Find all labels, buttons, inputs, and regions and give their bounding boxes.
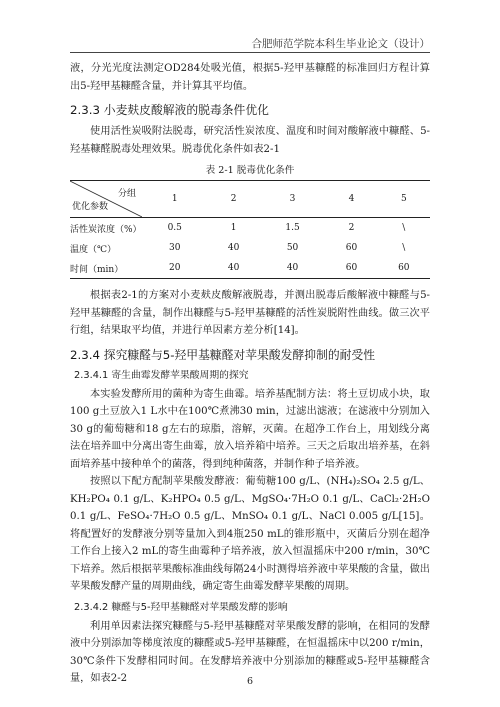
table-cell: 1 — [230, 223, 237, 233]
table-cell: 50 — [286, 243, 299, 253]
table-cell: 20 — [142, 258, 207, 279]
section-2-3-3-paragraph: 使用活性炭吸附法脱毒，研究活性炭浓度、温度和时间对酸解液中糠醛、5-羟基糠醛脱毒处理效果。脱毒优化条件如表2-1 — [70, 126, 430, 155]
subsection-heading-2-3-4-2: 2.3.4.2 糠醛与5-羟甲基糠醛对苹果酸发酵的影响 — [74, 601, 288, 613]
table-cell: 30 — [169, 243, 181, 253]
column-header: 1 — [142, 181, 207, 218]
table-cell: 60 — [378, 258, 430, 279]
intro-paragraph: 液，分光光度法测定OD284处吸光值，根据5-羟甲基糠醛的标准回归方程计算出5-羟甲基糠醛含量，并计算其平均值。 — [70, 63, 430, 92]
table-corner-cell — [70, 181, 142, 218]
page-number: 6 — [246, 676, 254, 687]
header-rule — [70, 52, 430, 53]
paragraph-after-table: 根据表2-1的方案对小麦麸皮酸解液脱毒，并测出脱毒后酸解液中糠醛与5-羟甲基糠醛的含量，制作出糠醛与5-羟甲基糠醛的活性炭脱附性曲线。做三次平行组，结果取平均值，并进行单因素方差分析[14]。 — [70, 290, 430, 336]
table-row — [70, 238, 430, 258]
detox-conditions-table — [70, 180, 430, 279]
corner-label-group: 分组 — [117, 189, 136, 199]
table-cell: 60 — [325, 258, 377, 279]
section-heading-2-3-4: 2.3.4 探究糠醛与5-羟甲基糠醛对苹果酸发酵抑制的耐受性 — [70, 347, 376, 362]
column-header: 3 — [260, 181, 325, 218]
column-header: 4 — [325, 181, 377, 218]
table-row — [70, 258, 430, 279]
subsection-heading-2-3-4-1: 2.3.4.1 寄生曲霉发酵苹果酸周期的探究 — [74, 369, 249, 381]
row-label: 温度（℃） — [70, 244, 117, 255]
table-cell: 0.5 — [167, 223, 182, 233]
corner-label-parameter: 优化参数 — [72, 202, 109, 212]
table-cell: \ — [402, 243, 406, 253]
subsection-2-3-4-2-paragraph: 利用单因素法探究糠醛与5-羟甲基糠醛对苹果酸发酵的影响，在相同的发酵液中分别添加等梯度浓度的糠醛或5-羟甲基糠醛，在恒温摇床中以200 r/min，30℃条件下发酵相同时间。在发酵培养液中分别添加的糠醛或5-羟甲基糠醛含量，如表2-2 — [70, 620, 430, 684]
table-caption: 表 2-1 脱毒优化条件 — [205, 165, 295, 176]
subsection-2-3-4-1-paragraph-1: 本实验发酵所用的菌种为寄生曲霉。培养基配制方法：将土豆切成小块，取100 g土豆放入1 L水中在100℃煮沸30 min，过滤出滤液；在滤液中分别加入30 g的葡萄糖和18 g左右的琼脂，溶解，灭菌。在超净工作台上，用划线分离法在培养皿中分离出寄生曲霉，放入培养箱中培养。三天之后取出培养基，在斜面培养基中接种单个的菌落，得到纯种菌落，并制作种子培养液。 — [70, 388, 430, 470]
page-content — [70, 60, 430, 688]
subsection-2-3-4-1-paragraph-2: 按照以下配方配制苹果酸发酵液：葡萄糖100 g/L、(NH₄)₂SO₄ 2.5 g/L、KH₂PO₄ 0.1 g/L、K₂HPO₄ 0.5 g/L、MgSO₄·7H₂O 0.1 g/L、CaCl₂·2H₂O 0.1 g/L、FeSO₄·7H₂O 0.5 g/L、MnSO₄ 0.1 g/L、NaCl 0.005 g/L[15]。将配置好的发酵液分别等量加入到4瓶250 mL的锥形瓶中，灭菌后分别在超净工作台上接入2 mL的寄生曲霉种子培养液，放入恒温摇床中200 r/min，30℃下培养。然后根据苹果酸标准曲线每隔24小时测得培养液中苹果酸的含量，做出苹果酸发酵产量的周期曲线，确定寄生曲霉发酵苹果酸的周期。 — [70, 476, 430, 592]
section-heading-2-3-3: 2.3.3 小麦麸皮酸解液的脱毒条件优化 — [70, 103, 269, 117]
running-header: 合肥师范学院本科生毕业论文（设计） — [251, 38, 430, 50]
table-cell: 40 — [207, 258, 259, 279]
column-header: 5 — [378, 181, 430, 218]
column-header: 2 — [207, 181, 259, 218]
table-cell: 40 — [227, 243, 240, 253]
table-cell: 2 — [348, 223, 355, 233]
row-label: 活性炭浓度（%） — [70, 224, 142, 235]
table-header-row — [70, 181, 430, 218]
table-cell: \ — [402, 223, 406, 233]
table-cell: 1.5 — [285, 223, 300, 233]
table-cell: 60 — [345, 243, 358, 253]
table-row — [70, 218, 430, 239]
table-cell: 40 — [260, 258, 325, 279]
row-label: 时间（min） — [70, 258, 142, 279]
